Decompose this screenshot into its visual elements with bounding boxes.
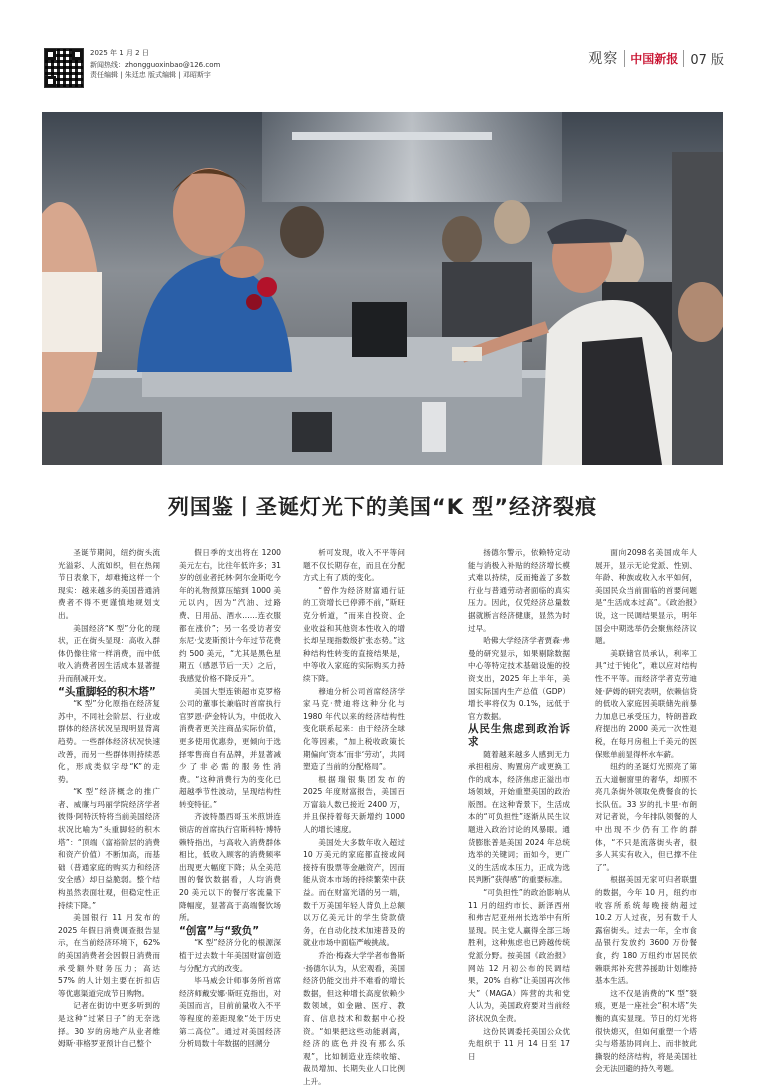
paragraph: 假日季的支出将在 1200 美元左右，比往年低许多；31 岁的创业者托林·阿尔金斯吃今年的礼物预算压缩到 1000 美元以内，因为“汽油、过路费、日用品、酒水……连衣服都在涨价”；另一名受访者安东尼·戈麦斯预计今年过节花费约 500 美元，“尤其是黑色星期五（感恩节后一天）之后，我感觉价格不降反升”。 [179,548,281,683]
paragraph: 乔治·梅森大学学者布鲁斯·扬德尔认为，从宏观看，美国经济仍能交出并不难看的增长数据，但这种增长高度依赖少数领域，如金融、医疗、教育、信息技术和数据中心投资。“如果把这些动能剥离，经济的底色并没有那么乐观”，比如制造业连续收缩、裁员增加、长期失业人口比例上升。 [303,951,405,1086]
news-photo [42,112,723,465]
paragraph: “K 型”经济分化的根源深植于过去数十年美国财富创造与分配方式的改变。 [179,938,281,973]
paragraph: 穆迪分析公司首席经济学家马克·赞迪将这种分化与 1980 年代以来的经济结构性变化联系起来：由于经济全球化等因素，“加上税收政策长期偏向‘资本’而非‘劳动’，共同塑造了当前的分配格局”。 [303,686,405,772]
paragraph: 这份民调委托美国公众优先组织于 11 月 14 日至 17 日 [468,1026,570,1061]
qr-code [44,48,84,88]
paragraph: 析可发现，收入不平等问题不仅长期存在，而且在分配方式上有了质的变化。 [303,548,405,583]
news-hotline: 新闻热线：zhongguoxinbao@126.com [90,61,221,69]
paragraph: 美国经济“K 型”分化的现状，正在街头显现：高收入群体仍像往常一样消费，而中低收入消费者因生活成本显著提升而削减开支。 [58,623,160,683]
article-column-3 [303,547,405,1089]
subheading: “创富”与“致负” [179,924,260,937]
paragraph: 面向2098名美国成年人展开，显示无论党派、性别、年龄、种族或收入水平如何，美国民众当前面临的首要问题是“生活成本过高”。《政治报》说，这一民调结果显示，明年国会中期选举仍会聚焦经济议题。 [595,548,697,646]
paragraph: 美联储官员承认，利率工具“过于钝化”，难以应对结构性不平等。而经济学者克劳迪娅·萨姆的研究表明，依赖信贷的低收入家庭因美联储先前暴力加息已承受压力，特朗普政府提出的 2000 美元一次性退税，在每月房租上千美元的医保账单前显得杯水车薪。 [595,648,697,759]
paragraph: 哈佛大学经济学者贾森·弗曼的研究显示，如果剔除数据中心等特定技术基础设施的投资支出，2025 年上半年，美国实际国内生产总值（GDP）增长率将仅为 0.1%，远低于官方数据。 [468,636,570,721]
paragraph: 纽约的圣诞灯光照亮了第五大道橱窗里的奢华，却照不亮几条街外领取免费餐食的长长队伍。33 岁的扎卡里·布朗对记者说，今年排队领餐的人中出现不少仍有工作的群体，“不只是流落街头者，很多人其实有收入，但已撑不住了”。 [595,762,697,872]
masthead-right [588,47,724,69]
paragraph: 根据美国无家可归者联盟的数据，今年 10 月，纽约市收容所系统每晚接纳超过 10.2 万人过夜，另有数千人露宿街头。过去一年，全市食品银行发放约 3600 万份餐食，约 180 万纽约市居民依赖联邦补充营养援助计划维持基本生活。 [595,875,697,986]
paragraph: 根据瑞银集团发布的 2025 年度财富报告，美国百万富翁人数已接近 2400 万，并且保持着每天新增约 1000 人的增长速度。 [303,774,405,835]
section-name: 观察 [588,51,619,67]
paragraph: 毕马威会计师事务所首席经济师戴安娜·斯旺克指出，对美国而言，目前前量收入不平等程度的差距现象“处于历史第二高位”。通过对美国经济分析局数十年数据的回溯分 [179,976,281,1049]
paragraph: 随着越来越多人感到无力承担租房、购置房产或更换工作的成本，经济焦虑正溢出市场领域，开始重塑美国的政治版图。在这种背景下，生活成本的“可负担性”逐渐从民生议题进入政治讨论的风暴眼。通货膨胀普是美国 2024 年总统选举的关键词；而如今，更广义的生活成本压力，正成为选民判断“获得感”的重要标准。 [468,749,570,885]
subheading: “头重脚轻的积木塔” [58,685,156,698]
paragraph: 美国大型连锁超市克罗格公司的董事长兼临时首席执行官罗恩·萨金特认为，中低收入消费者更关注商品实际价值，更多使用优惠券，更倾向于选择零售商自有品牌，并显著减少了非必需的服务性消费。“这种消费行为的变化已超越季节性波动，呈现结构性转变特征。” [179,686,281,809]
paragraph: “K 型”经济概念的推广者、威廉与玛丽学院经济学者彼得·阿特沃特将当前美国经济状况比喻为“头重脚轻的积木塔”：“顶端（富裕阶层的消费和资产价值）不断加高，而基础（普通家庭的购买力和经济安全感）却日益脆弱。整个结构虽然表面壮观，但稳定性正持续下降。” [58,787,160,910]
article-column-4 [468,547,570,1063]
article-headline: 列国鉴丨圣诞灯光下的美国“K 型”经济裂痕 [167,495,598,519]
editor-credits: 责任编辑 | 朱廷忠 版式编辑 | 邓昭斯宇 [90,71,211,79]
airport-checkin-scene [42,112,723,465]
article-column-2 [179,547,281,1051]
paragraph: 美国银行 11 月发布的 2025 年假日消费调查报告显示，在当前经济环境下，62% 的美国消费者会因假日消费而承受额外财务压力；高达 57% 的人计划主要在折扣店等优惠渠道完成节日购物。 [58,913,160,998]
paragraph: 扬德尔警示，依赖特定动能与消极入补贴的经济增长模式难以持续，反而掩盖了多数行业与普通劳动者面临的真实压力。因此，仅凭经济总量数据就断言经济健康，显然为时过早。 [468,548,570,633]
paragraph: 这不仅是消费的“K 型”裂痕，更是一座社会“积木塔”失衡的真实显现。节日的灯光将很快熄灭，但如何重塑一个塔尖与塔基协同向上、而非彼此撕裂的经济结构，将是美国社会无法回避的持久考题。 [595,988,697,1074]
paragraph: “K 型”分化原指在经济复苏中，不同社会阶层、行业或群体的经济状况呈现明显背离趋势。一些群体经济状况快速改善，而另一些群体则持续恶化，形成类似字母“K”的走势。 [58,699,160,784]
article-column-1 [58,547,160,1051]
article-column-5 [595,547,697,1076]
paragraph: 记者在街访中更多听到的是这种“过紧日子”的无奈选择。30 岁的房地产从业者维姆斯·菲格罗亚预计自己整个 [58,1001,160,1049]
paragraph: “曾作为经济财富通行证的工资增长已停滞不前，”斯旺克分析道，“而来自投资、企业收益和其他资本性收入的增长却呈现指数级扩张态势。”这种结构性转变的直接结果是，中等收入家庭的实际购买力持续下降。 [303,585,405,683]
newspaper-logo: 中国新报 [624,50,684,67]
subheading: 从民生焦虑到政治诉求 [468,723,570,748]
paragraph: 圣诞节期间，纽约街头流光溢彩、人流如织，但在热闹节日表象下，却难掩这样一个现实：越来越多的美国普通消费者不得不更谨慎地规划支出。 [58,548,160,620]
issue-date: 2025 年 1 月 2 日 [90,49,149,57]
paragraph: 齐波特墨西哥玉米煎饼连锁店的首席执行官斯科特·博特赖特指出，与高收入消费群体相比，低收入顾客的消费频率出现更大幅度下降；从全美范围的餐饮数据看，人均消费 20 美元以下的餐厅客流量下降幅度，显著高于高端餐饮场所。 [179,812,281,923]
edition-number: 07 版 [690,52,724,68]
paragraph: 美国处大多数年收入超过 10 万美元的家庭都直接或间接持有股票等金融资产，因而能从资本市场的持续繁荣中获益。而在财富光谱的另一端，数千万美国年轻人背负上总额以万亿美元计的学生贷款债务，在自动化技术加速普及的就业市场中面临严峻挑战。 [303,837,405,948]
paragraph: “可负担性”的政治影响从 11 月的纽约市长、新泽西州和弗吉尼亚州州长选举中有所显现。民主党人赢得全部三场胜利，这种焦虑也已跨越传统党派分野。按美国《政治报》网站 12 月初公布的民调结果，20% 自称“让美国再次伟大”（MAGA）阵营的共和党人认为，美国政府要对当前经济状况负全责。 [468,888,570,1023]
